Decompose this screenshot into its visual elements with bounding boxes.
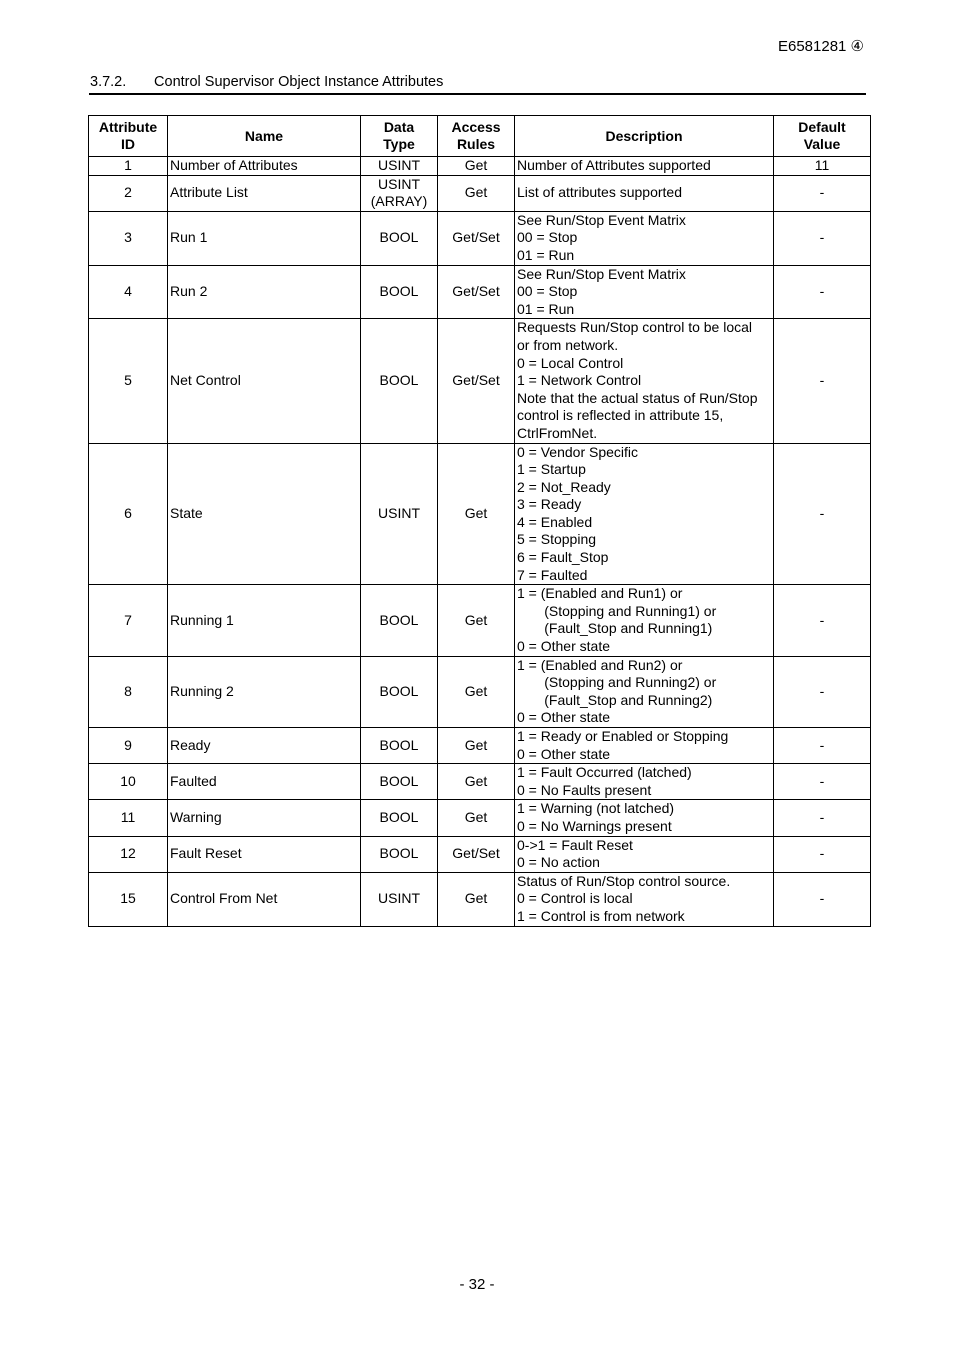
cell-default-value: -: [774, 585, 871, 656]
cell-attribute-id: 3: [89, 211, 168, 265]
cell-name: Run 1: [168, 211, 361, 265]
cell-default-value: -: [774, 764, 871, 800]
cell-description: 1 = (Enabled and Run1) or (Stopping and Running1) or (Fault_Stop and Running1) 0 = Other state: [515, 585, 774, 656]
cell-access-rules: Get/Set: [438, 211, 515, 265]
cell-access-rules: Get: [438, 175, 515, 211]
section-heading: [90, 74, 866, 90]
cell-data-type: BOOL: [361, 211, 438, 265]
cell-name: Control From Net: [168, 872, 361, 926]
cell-data-type: USINT: [361, 443, 438, 585]
page-number: - 32 -: [459, 1276, 495, 1293]
cell-description: Status of Run/Stop control source. 0 = Control is local 1 = Control is from network: [515, 872, 774, 926]
cell-attribute-id: 8: [89, 656, 168, 727]
cell-description: See Run/Stop Event Matrix 00 = Stop 01 = Run: [515, 265, 774, 319]
cell-name: Warning: [168, 800, 361, 836]
cell-data-type: USINT: [361, 872, 438, 926]
cell-access-rules: Get: [438, 656, 515, 727]
cell-data-type: BOOL: [361, 656, 438, 727]
cell-attribute-id: 12: [89, 836, 168, 872]
cell-data-type: BOOL: [361, 836, 438, 872]
section-divider: [89, 93, 866, 95]
cell-data-type: BOOL: [361, 265, 438, 319]
cell-attribute-id: 6: [89, 443, 168, 585]
cell-access-rules: Get: [438, 443, 515, 585]
cell-data-type: BOOL: [361, 764, 438, 800]
cell-description: 1 = Fault Occurred (latched) 0 = No Faults present: [515, 764, 774, 800]
cell-description: Requests Run/Stop control to be local or from network. 0 = Local Control 1 = Network Control Note that the actual status of Run/Stop control is reflected in attribute 15, CtrlFromNet.: [515, 319, 774, 443]
cell-default-value: -: [774, 800, 871, 836]
attributes-table: [88, 115, 871, 927]
cell-attribute-id: 9: [89, 728, 168, 764]
cell-attribute-id: 15: [89, 872, 168, 926]
cell-access-rules: Get: [438, 764, 515, 800]
cell-description: 0->1 = Fault Reset 0 = No action: [515, 836, 774, 872]
cell-name: Run 2: [168, 265, 361, 319]
cell-attribute-id: 1: [89, 157, 168, 176]
cell-data-type: BOOL: [361, 728, 438, 764]
cell-name: Faulted: [168, 764, 361, 800]
cell-access-rules: Get/Set: [438, 836, 515, 872]
cell-name: Running 1: [168, 585, 361, 656]
cell-default-value: -: [774, 319, 871, 443]
cell-data-type: BOOL: [361, 585, 438, 656]
cell-attribute-id: 2: [89, 175, 168, 211]
cell-access-rules: Get: [438, 585, 515, 656]
cell-attribute-id: 5: [89, 319, 168, 443]
column-header-data-type: Data Type: [361, 116, 438, 157]
cell-default-value: -: [774, 211, 871, 265]
cell-name: Running 2: [168, 656, 361, 727]
cell-description: 0 = Vendor Specific 1 = Startup 2 = Not_Ready 3 = Ready 4 = Enabled 5 = Stopping 6 = Fault_Stop 7 = Faulted: [515, 443, 774, 585]
table-row: [89, 656, 871, 727]
cell-description: List of attributes supported: [515, 175, 774, 211]
cell-access-rules: Get: [438, 157, 515, 176]
table-row: [89, 175, 871, 211]
column-header-name: Name: [168, 116, 361, 157]
table-row: [89, 764, 871, 800]
table-row: [89, 157, 871, 176]
table-header-row: [89, 116, 871, 157]
cell-attribute-id: 7: [89, 585, 168, 656]
cell-default-value: -: [774, 728, 871, 764]
section-number: 3.7.2.: [90, 74, 127, 90]
cell-access-rules: Get/Set: [438, 265, 515, 319]
cell-name: State: [168, 443, 361, 585]
cell-default-value: 11: [774, 157, 871, 176]
cell-data-type: BOOL: [361, 800, 438, 836]
cell-name: Attribute List: [168, 175, 361, 211]
cell-data-type: BOOL: [361, 319, 438, 443]
section-title: Control Supervisor Object Instance Attributes: [154, 74, 444, 90]
cell-name: Net Control: [168, 319, 361, 443]
table-row: [89, 800, 871, 836]
cell-default-value: -: [774, 872, 871, 926]
table-row: [89, 728, 871, 764]
column-header-description: Description: [515, 116, 774, 157]
table-row: [89, 585, 871, 656]
cell-name: Number of Attributes: [168, 157, 361, 176]
table-row: [89, 265, 871, 319]
cell-description: 1 = Warning (not latched) 0 = No Warnings present: [515, 800, 774, 836]
cell-description: Number of Attributes supported: [515, 157, 774, 176]
column-header-access-rules: Access Rules: [438, 116, 515, 157]
cell-default-value: -: [774, 443, 871, 585]
cell-attribute-id: 4: [89, 265, 168, 319]
table-row: [89, 443, 871, 585]
cell-access-rules: Get: [438, 872, 515, 926]
cell-default-value: -: [774, 175, 871, 211]
cell-name: Fault Reset: [168, 836, 361, 872]
cell-default-value: -: [774, 656, 871, 727]
cell-default-value: -: [774, 265, 871, 319]
table-row: [89, 319, 871, 443]
table-row: [89, 872, 871, 926]
cell-access-rules: Get/Set: [438, 319, 515, 443]
table-row: [89, 836, 871, 872]
cell-access-rules: Get: [438, 728, 515, 764]
cell-description: See Run/Stop Event Matrix 00 = Stop 01 = Run: [515, 211, 774, 265]
document-id: E6581281 ④: [777, 38, 864, 55]
cell-access-rules: Get: [438, 800, 515, 836]
table-row: [89, 211, 871, 265]
column-header-attribute-id: Attribute ID: [89, 116, 168, 157]
column-header-default-value: Default Value: [774, 116, 871, 157]
cell-description: 1 = (Enabled and Run2) or (Stopping and Running2) or (Fault_Stop and Running2) 0 = Other state: [515, 656, 774, 727]
cell-default-value: -: [774, 836, 871, 872]
cell-data-type: USINT (ARRAY): [361, 175, 438, 211]
cell-name: Ready: [168, 728, 361, 764]
cell-data-type: USINT: [361, 157, 438, 176]
cell-attribute-id: 11: [89, 800, 168, 836]
cell-description: 1 = Ready or Enabled or Stopping 0 = Other state: [515, 728, 774, 764]
cell-attribute-id: 10: [89, 764, 168, 800]
